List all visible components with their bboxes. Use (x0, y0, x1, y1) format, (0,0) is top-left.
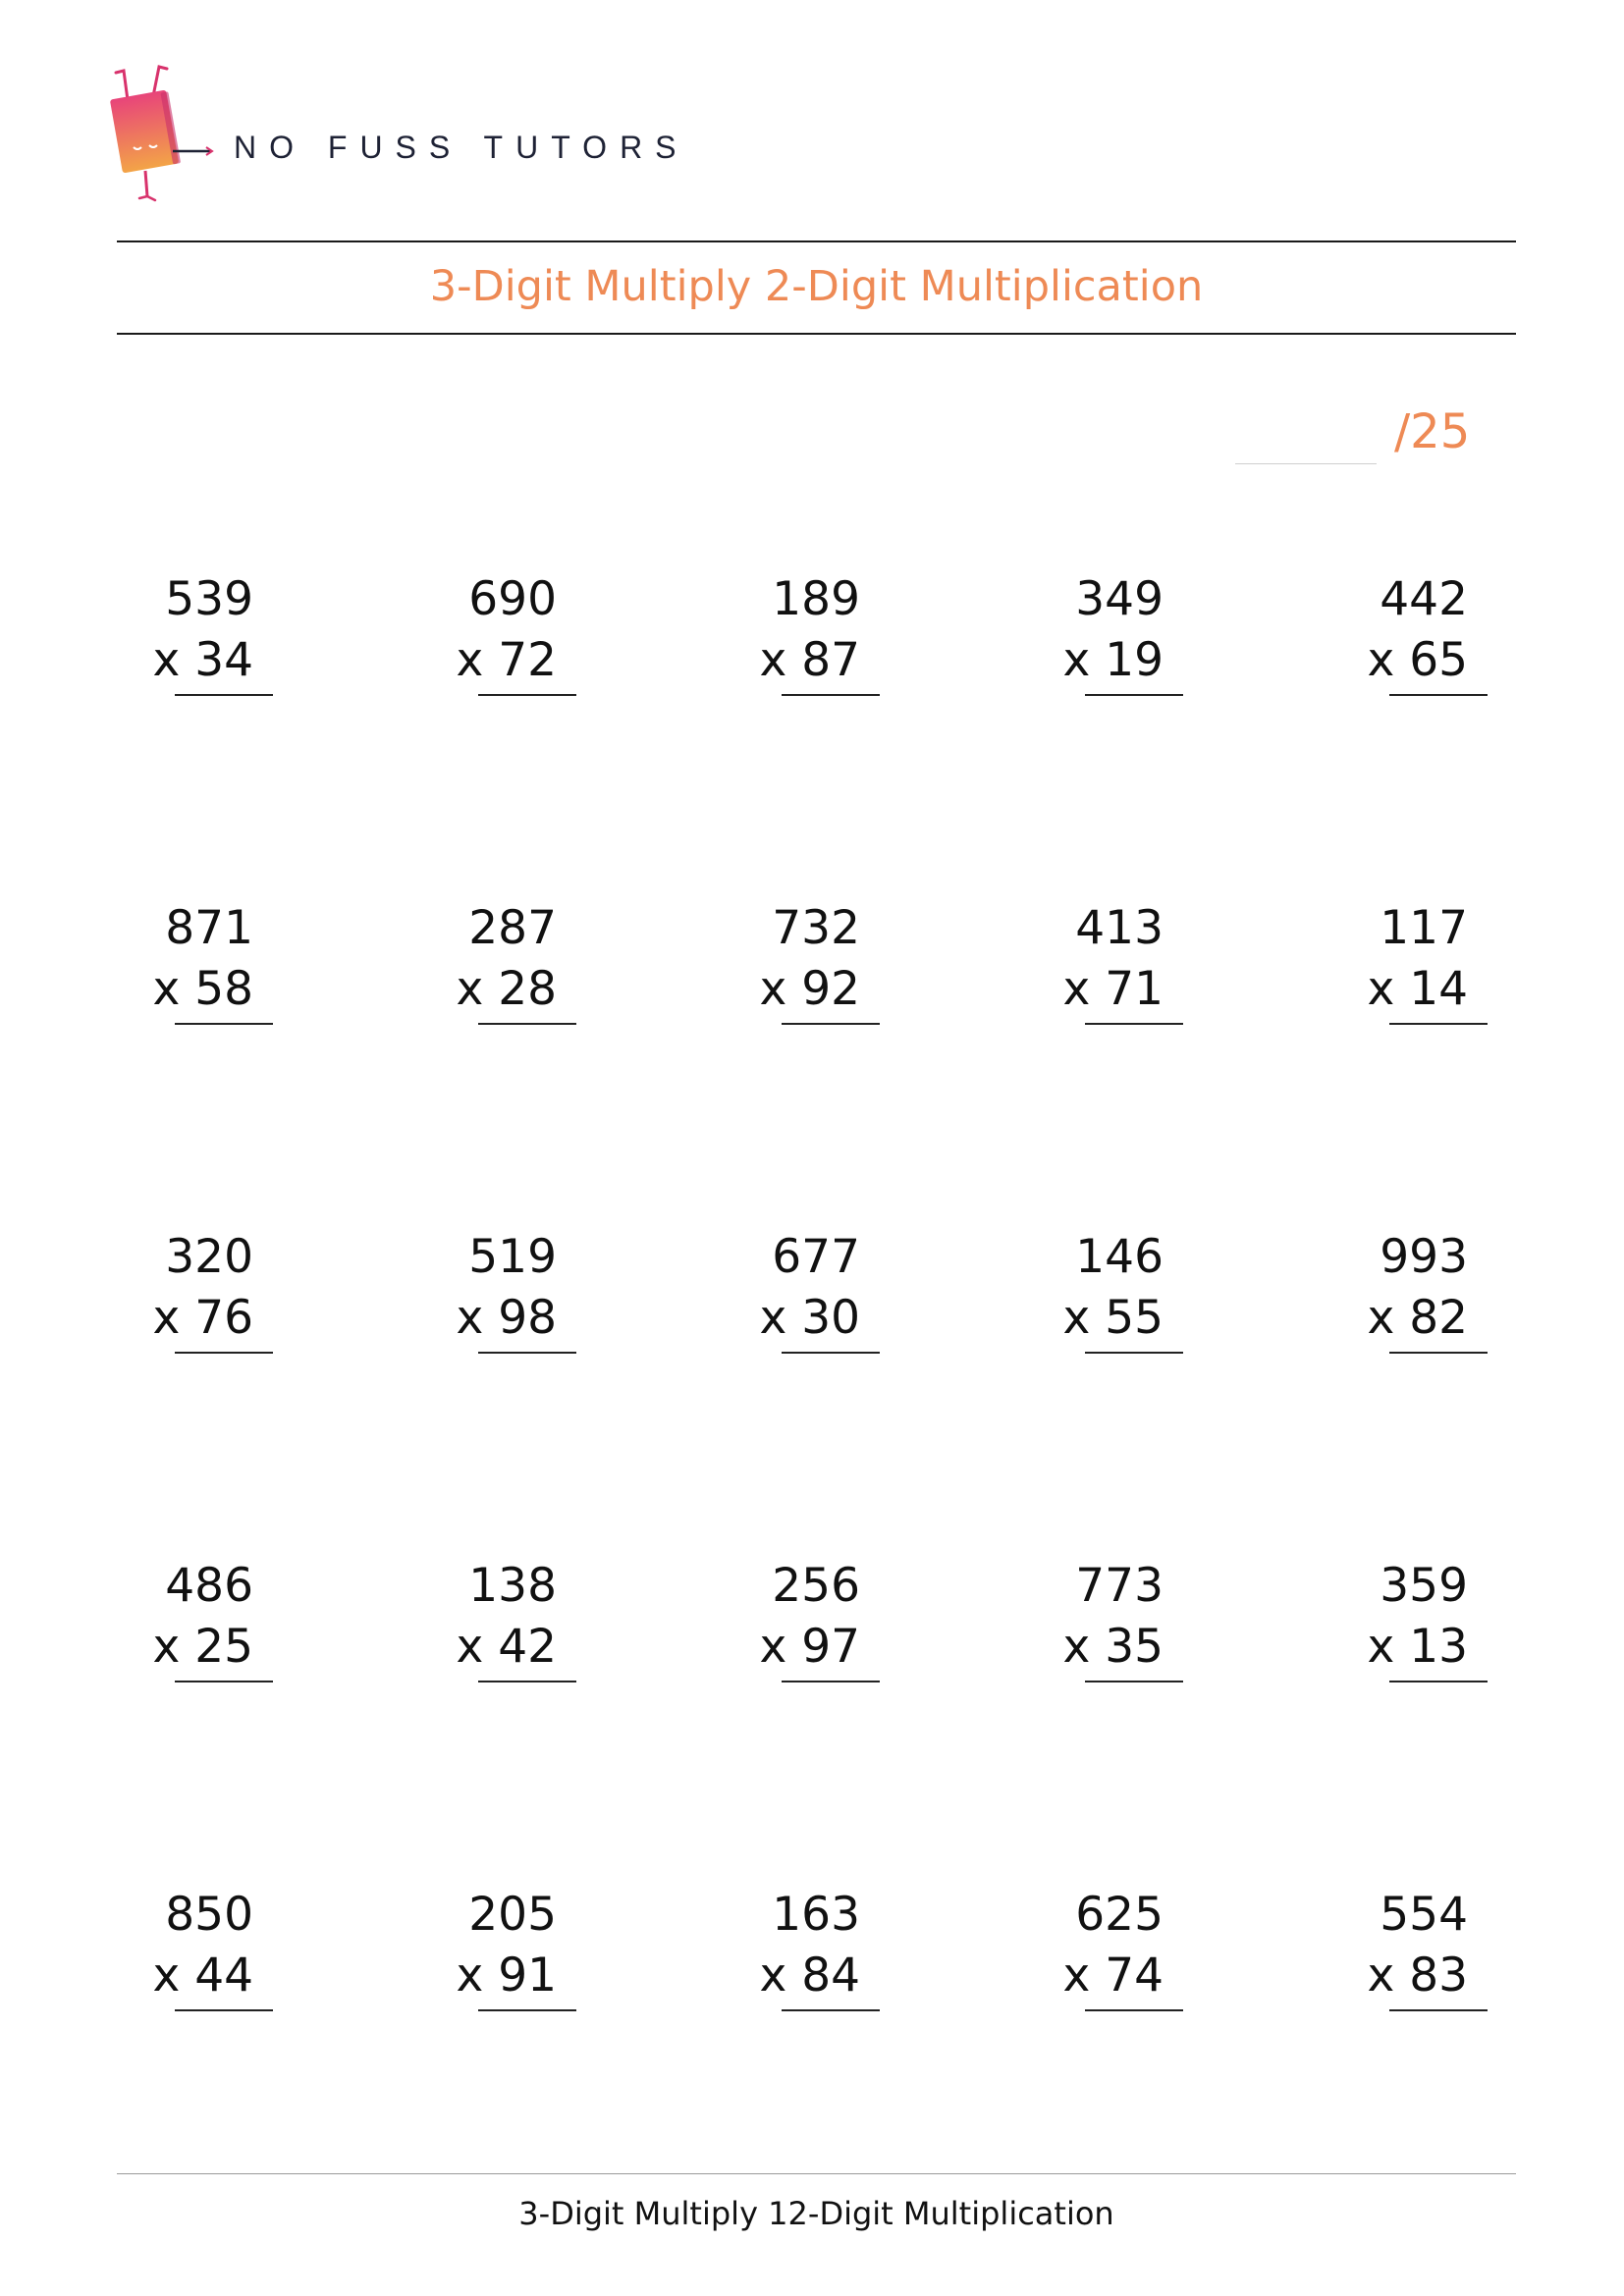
answer-line[interactable] (478, 2009, 576, 2011)
problem-multiplicand: 117 (1380, 901, 1468, 955)
answer-line[interactable] (1389, 1023, 1488, 1025)
problem-item (449, 569, 586, 691)
answer-line[interactable] (478, 1681, 576, 1682)
problem-multiplier: x 55 (1062, 1291, 1164, 1345)
problem-item (449, 1227, 586, 1349)
problem-multiplicand: 625 (1075, 1888, 1164, 1942)
answer-line[interactable] (1085, 1681, 1183, 1682)
answer-line[interactable] (175, 1681, 273, 1682)
problem-multiplicand: 320 (165, 1230, 253, 1284)
score-answer-line (1235, 463, 1377, 464)
problem-item (1056, 1885, 1193, 2006)
problem-multiplier: x 58 (152, 962, 253, 1016)
problem-multiplicand: 554 (1380, 1888, 1468, 1942)
footer-rule (117, 2173, 1516, 2174)
answer-line[interactable] (782, 1352, 880, 1354)
problem-multiplicand: 138 (468, 1559, 557, 1613)
problem-multiplicand: 349 (1075, 572, 1164, 626)
problem-item (449, 1885, 586, 2006)
problem-multiplicand: 539 (165, 572, 253, 626)
header-rule-top (117, 240, 1516, 242)
problem-item (1360, 898, 1497, 1020)
problem-multiplier: x 34 (152, 633, 253, 687)
problem-multiplier: x 84 (759, 1949, 860, 2002)
answer-line[interactable] (1389, 1352, 1488, 1354)
problem-multiplicand: 677 (772, 1230, 860, 1284)
answer-line[interactable] (782, 1681, 880, 1682)
problem-multiplier: x 25 (152, 1620, 253, 1674)
problem-item (752, 1885, 890, 2006)
problem-multiplier: x 87 (759, 633, 860, 687)
problem-multiplicand: 732 (772, 901, 860, 955)
problem-multiplicand: 287 (468, 901, 557, 955)
answer-line[interactable] (175, 2009, 273, 2011)
answer-line[interactable] (1389, 2009, 1488, 2011)
problem-multiplier: x 14 (1367, 962, 1468, 1016)
answer-line[interactable] (478, 1023, 576, 1025)
answer-line[interactable] (478, 1352, 576, 1354)
problem-item (752, 898, 890, 1020)
footer-text: 3-Digit Multiply 12-Digit Multiplication (518, 2195, 1114, 2232)
problem-multiplicand: 205 (468, 1888, 557, 1942)
problem-multiplier: x 71 (1062, 962, 1164, 1016)
problem-item (449, 898, 586, 1020)
problem-multiplier: x 82 (1367, 1291, 1468, 1345)
problem-multiplicand: 163 (772, 1888, 860, 1942)
problem-item (145, 1556, 283, 1678)
problem-multiplicand: 519 (468, 1230, 557, 1284)
answer-line[interactable] (478, 694, 576, 696)
problem-multiplicand: 993 (1380, 1230, 1468, 1284)
problem-multiplicand: 442 (1380, 572, 1468, 626)
answer-line[interactable] (1389, 1681, 1488, 1682)
problem-item (752, 1227, 890, 1349)
handstand-book-mascot-icon (110, 61, 218, 208)
problem-multiplier: x 76 (152, 1291, 253, 1345)
problem-item (145, 1885, 283, 2006)
brand-name: NO FUSS TUTORS (234, 130, 689, 165)
problem-multiplier: x 97 (759, 1620, 860, 1674)
answer-line[interactable] (175, 1023, 273, 1025)
answer-line[interactable] (1085, 1352, 1183, 1354)
problem-item (752, 1556, 890, 1678)
page-title: 3-Digit Multiply 2-Digit Multiplication (429, 262, 1204, 311)
header-rule-bottom (117, 333, 1516, 335)
problem-multiplicand: 486 (165, 1559, 253, 1613)
problem-multiplier: x 65 (1367, 633, 1468, 687)
problem-item (1056, 898, 1193, 1020)
problem-item (145, 569, 283, 691)
problem-item (145, 1227, 283, 1349)
problem-multiplicand: 850 (165, 1888, 253, 1942)
answer-line[interactable] (1085, 2009, 1183, 2011)
problem-multiplicand: 690 (468, 572, 557, 626)
problem-multiplier: x 72 (456, 633, 557, 687)
problem-item (1360, 1556, 1497, 1678)
problem-multiplier: x 44 (152, 1949, 253, 2002)
problem-multiplicand: 871 (165, 901, 253, 955)
problem-item (1056, 569, 1193, 691)
problem-multiplicand: 146 (1075, 1230, 1164, 1284)
problem-multiplier: x 42 (456, 1620, 557, 1674)
problem-item (1360, 1885, 1497, 2006)
problem-multiplier: x 35 (1062, 1620, 1164, 1674)
answer-line[interactable] (782, 2009, 880, 2011)
problem-multiplicand: 256 (772, 1559, 860, 1613)
problem-multiplier: x 98 (456, 1291, 557, 1345)
answer-line[interactable] (1085, 694, 1183, 696)
score-total: /25 (1394, 404, 1471, 459)
problem-multiplier: x 28 (456, 962, 557, 1016)
problem-item (1360, 1227, 1497, 1349)
problem-multiplicand: 773 (1075, 1559, 1164, 1613)
problem-multiplier: x 91 (456, 1949, 557, 2002)
problem-item (145, 898, 283, 1020)
problem-multiplicand: 413 (1075, 901, 1164, 955)
answer-line[interactable] (1085, 1023, 1183, 1025)
problem-item (449, 1556, 586, 1678)
problem-multiplicand: 189 (772, 572, 860, 626)
problem-item (752, 569, 890, 691)
problem-multiplier: x 83 (1367, 1949, 1468, 2002)
problem-item (1360, 569, 1497, 691)
problem-multiplier: x 19 (1062, 633, 1164, 687)
problem-multiplier: x 13 (1367, 1620, 1468, 1674)
problem-item (1056, 1556, 1193, 1678)
answer-line[interactable] (175, 694, 273, 696)
answer-line[interactable] (1389, 694, 1488, 696)
answer-line[interactable] (175, 1352, 273, 1354)
problem-item (1056, 1227, 1193, 1349)
problem-multiplier: x 30 (759, 1291, 860, 1345)
answer-line[interactable] (782, 1023, 880, 1025)
problem-multiplier: x 92 (759, 962, 860, 1016)
problem-multiplier: x 74 (1062, 1949, 1164, 2002)
problem-multiplicand: 359 (1380, 1559, 1468, 1613)
answer-line[interactable] (782, 694, 880, 696)
